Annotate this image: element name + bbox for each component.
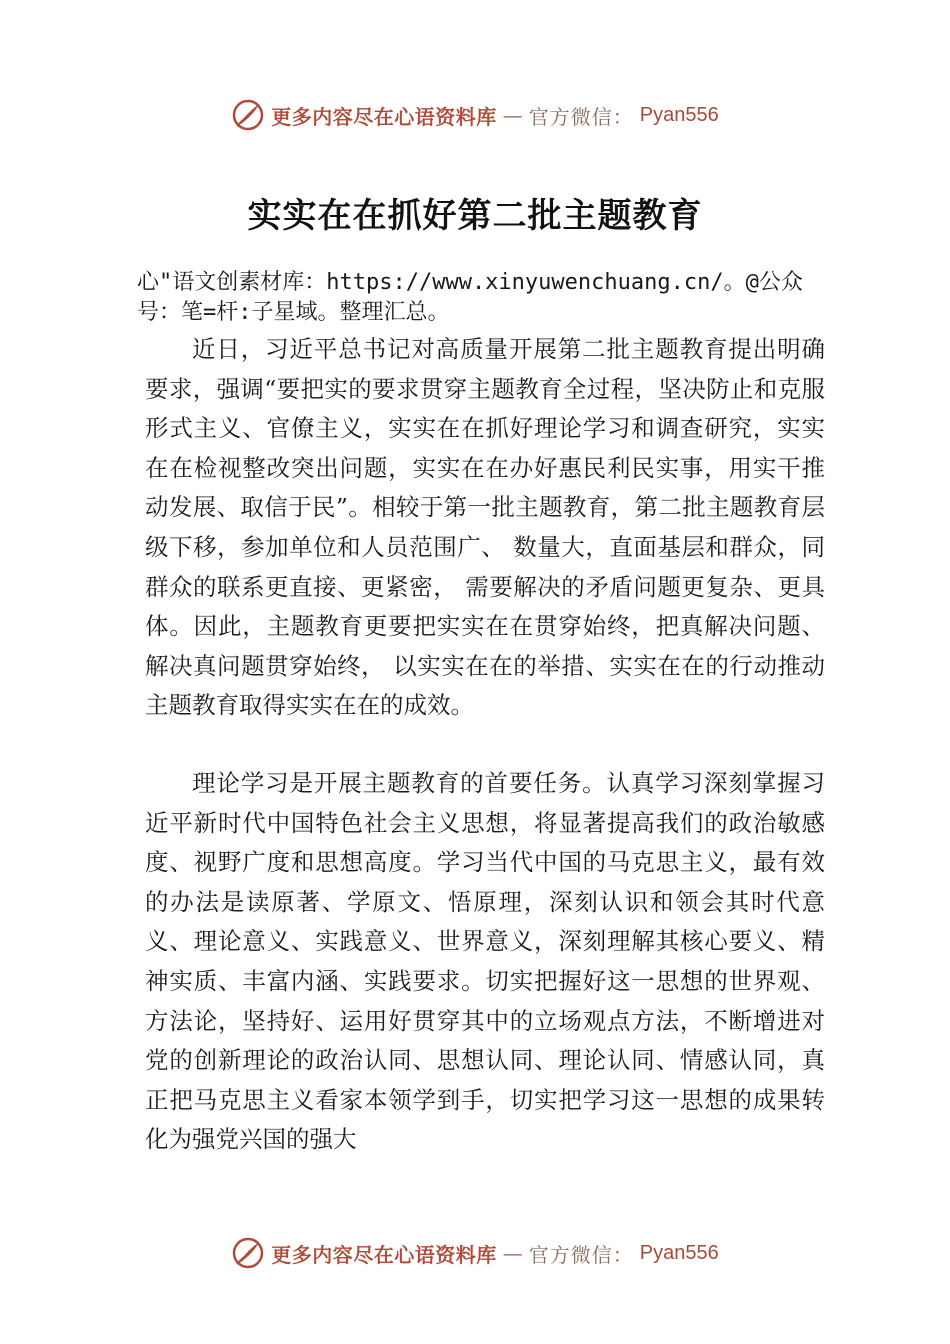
header-banner-text: 更多内容尽在心语资料库 [271, 104, 497, 129]
footer-wechat-label: 官方微信： [528, 1242, 634, 1267]
footer-banner-separator: — [502, 1241, 523, 1265]
footer-wechat-id: Pyan556 [639, 1241, 719, 1264]
footer-banner [0, 1233, 950, 1273]
header-wechat-label: 官方微信： [528, 104, 634, 129]
quill-logo-icon [231, 1236, 265, 1270]
paragraph-1: 近日，习近平总书记对高质量开展第二批主题教育提出明确要求，强调“要把实的要求贯穿主题教育全过程，坚决防止和克服形式主义、官僚主义，实实在在抓好理论学习和调查研究，实实在在检视整改突出问题，实实在在办好惠民利民实事，用实干推动发展、取信于民”。相较于第一批主题教育，第二批主题教育层级下移，参加单位和人员范围广、 数量大，直面基层和群众，同群众的联系更直接、更紧密， 需要解决的矛盾问题更复杂、更具体。因此，主题教育更要把实实在在贯穿始终，把真解决问题、解决真问题贯穿始终， 以实实在在的举措、实实在在的行动推动主题教育取得实实在在的成效。 [145, 335, 825, 720]
source-line: 心"语文创素材库：https://www.xinyuwenchuang.cn/。@公众号：笔=杆:子星域。整理汇总。 [137, 270, 803, 325]
quill-logo-icon [231, 98, 265, 132]
document-title: 实实在在抓好第二批主题教育 [247, 196, 703, 236]
header-wechat-id: Pyan556 [639, 103, 719, 126]
paragraph-2: 理论学习是开展主题教育的首要任务。认真学习深刻掌握习近平新时代中国特色社会主义思想，将显著提高我们的政治敏感度、视野广度和思想高度。学习当代中国的马克思主义，最有效的办法是读原著、学原文、悟原理，深刻认识和领会其时代意义、理论意义、实践意义、世界意义，深刻理解其核心要义、精神实质、丰富内涵、实践要求。切实把握好这一思想的世界观、方法论，坚持好、运用好贯穿其中的立场观点方法，不断增进对党的创新理论的政治认同、思想认同、理论认同、情感认同，真正把马克思主义看家本领学到手，切实把学习这一思想的成果转化为强党兴国的强大 [145, 769, 825, 1154]
footer-banner-text: 更多内容尽在心语资料库 [271, 1242, 497, 1267]
header-banner [0, 95, 950, 135]
header-banner-separator: — [502, 103, 523, 127]
